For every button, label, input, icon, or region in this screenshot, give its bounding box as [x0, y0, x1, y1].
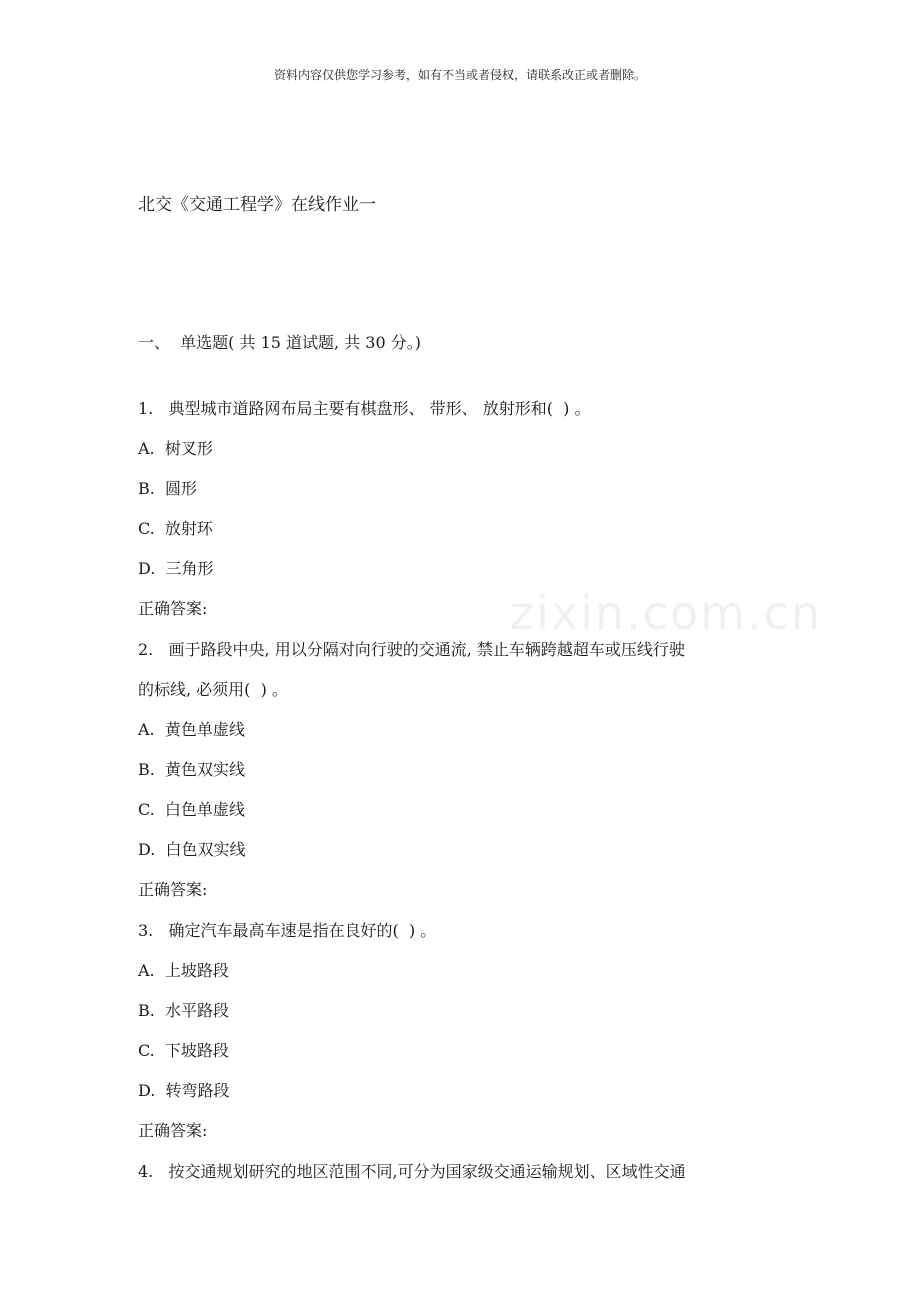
question-3-answer-label: 正确答案: [138, 1121, 208, 1140]
question-2-option-b: B. 黄色双实线 [138, 760, 246, 779]
question-4-text: 4. 按交通规划研究的地区范围不同,可分为国家级交通运输规划、区域性交通 [138, 1162, 686, 1181]
question-2-answer-label: 正确答案: [138, 880, 208, 899]
question-2-option-d: D. 白色双实线 [138, 840, 246, 859]
question-3-option-a: A. 上坡路段 [138, 961, 229, 980]
question-1-option-a: A. 树叉形 [138, 439, 213, 458]
question-1-answer-label: 正确答案: [138, 599, 208, 618]
question-1-text: 1. 典型城市道路网布局主要有棋盘形、 带形、 放射形和( ) 。 [138, 399, 591, 418]
question-3-option-d: D. 转弯路段 [138, 1081, 230, 1100]
question-2-text-cont: 的标线, 必须用( ) 。 [138, 680, 288, 699]
question-1-option-d: D. 三角形 [138, 559, 214, 578]
header-disclaimer: 资料内容仅供您学习参考，如有不当或者侵权，请联系改正或者删除。 [273, 68, 646, 82]
watermark: zixin.com.cn [510, 586, 823, 640]
section-heading: 一、 单选题( 共 15 道试题, 共 30 分。) [138, 333, 421, 352]
question-3-option-c: C. 下坡路段 [138, 1041, 229, 1060]
question-1-option-c: C. 放射环 [138, 519, 213, 538]
document-title: 北交《交通工程学》在线作业一 [138, 195, 376, 215]
question-3-option-b: B. 水平路段 [138, 1001, 230, 1020]
question-2-option-a: A. 黄色单虚线 [138, 720, 245, 739]
question-1-option-b: B. 圆形 [138, 479, 198, 498]
question-2-option-c: C. 白色单虚线 [138, 800, 245, 819]
question-3-text: 3. 确定汽车最高车速是指在良好的( ) 。 [138, 921, 437, 940]
question-2-text: 2. 画于路段中央, 用以分隔对向行驶的交通流, 禁止车辆跨越超车或压线行驶 [138, 640, 685, 659]
